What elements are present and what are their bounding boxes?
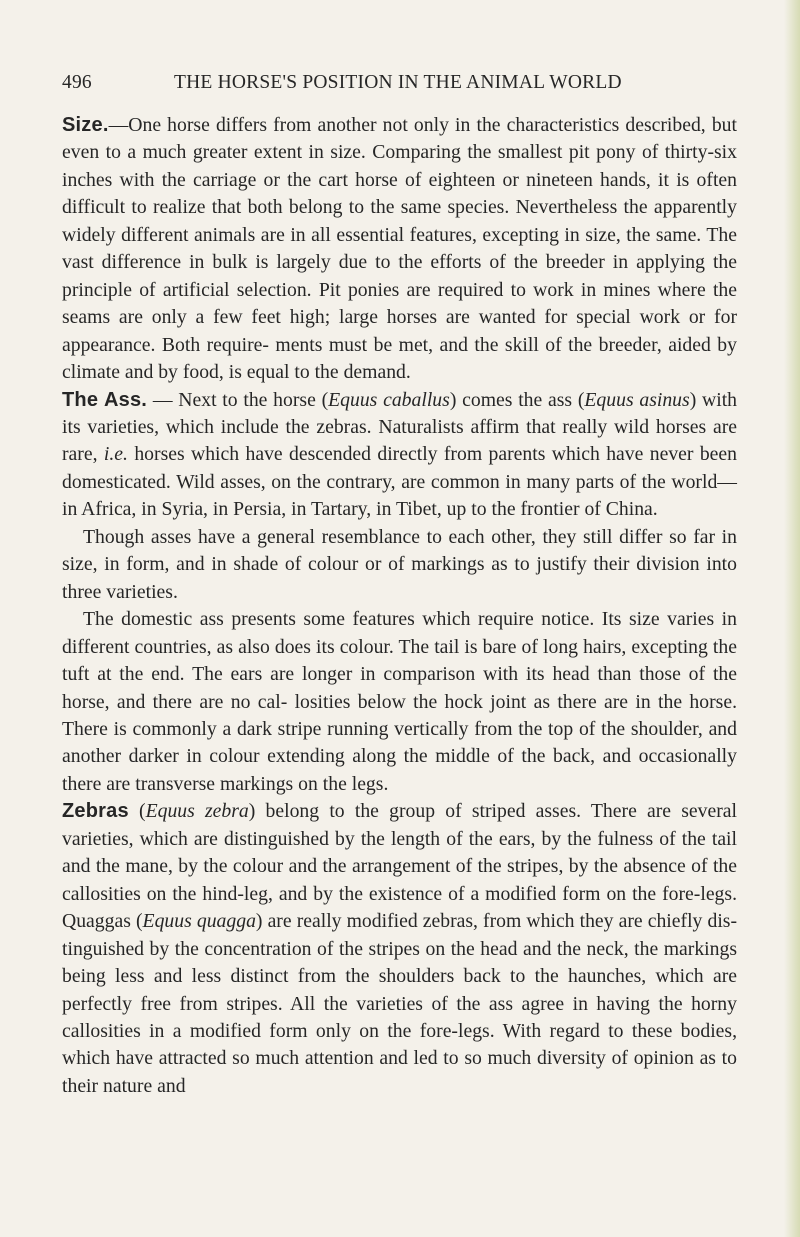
ass-text: ) comes the ass ( <box>449 388 585 411</box>
section-heading-zebras: Zebras <box>62 800 129 823</box>
ass-text: ) with its varieties, which include the zebras. Naturalists affirm that really wild horses are rare, <box>62 388 738 466</box>
section-heading-size: Size. <box>62 114 109 136</box>
paragraph-ass-varieties: Though asses have a general resemblance to each other, they still differ so far in size, in form, and in shade of colour or of markings as to justify their division into three varieties. <box>62 525 737 603</box>
running-title: THE HORSE'S POSITION IN THE ANIMAL WORLD <box>174 72 622 93</box>
ass-text: — Next to the horse ( <box>147 388 329 411</box>
page-body <box>62 112 737 1100</box>
page-edge-shadow <box>784 0 800 1237</box>
zebra-text: ( <box>128 800 146 823</box>
zebra-text: ) belong to the group of striped asses. There are several varieties, which are distinguished by the length of the ears, by the fulness of the tail and the mane, by the colour and the arrangement of the stripes, by the absence of the callosities on the hind-leg, and by the existence of a modified form on the fore-legs. Quaggas ( <box>62 800 738 933</box>
paragraph-zebras <box>62 798 737 1100</box>
latin-name: Equus caballus <box>328 388 450 411</box>
section-heading-ass: The Ass. <box>62 388 148 411</box>
latin-name: Equus quagga <box>142 910 256 933</box>
paragraph-domestic-ass: The domestic ass presents some features which require notice. Its size varies in different countries, as also does its colour. The tail is bare of long hairs, excepting the tuft at the end. The ears are longer in comparison with its head than those of the horse, and there are no cal- losities below the hock joint as there are in the horse. There is commonly a dark stripe running vertically from the top of the shoulder, and another darker in colour extending along the middle of the back, and occasionally there are transverse markings on the legs. <box>62 608 737 795</box>
abbreviation: i.e. <box>103 443 128 466</box>
size-text: —One horse differs from another not only in the characteristics described, but even to a much greater extent in size. Comparing the smallest pit pony of thirty-six inches with the carriage or the cart horse of eighteen or nineteen hands, it is often difficult to realize that both belong to the same species. Nevertheless the apparently widely different animals are in all essential features, excepting in size, the same. The vast difference in bulk is largely due to the efforts of the breeder in applying the principle of artificial selection. Pit ponies are required to work in mines where the seams are only a few feet high; large horses are wanted for special work or for appearance. Both require- ments must be met, and the skill of the breeder, aided by climate and by food, is equal to the demand. <box>62 114 737 384</box>
latin-name: Equus asinus <box>584 388 690 411</box>
zebra-text: ) are really modified zebras, from which they are chiefly dis- tinguished by the concentration of the stripes on the head and the neck, the markings being less and less distinct from the shoulders back to the haunches, which are perfectly free from stripes. All the varieties of the ass agree in having the horny callosities in a modified form only on the fore-legs. With regard to these bodies, which have attracted so much attention and led to so much diversity of opinion as to their nature and <box>62 910 738 1097</box>
paragraph-size <box>62 112 737 387</box>
page-number: 496 <box>62 72 92 93</box>
paragraph-ass <box>62 387 737 524</box>
ass-text: horses which have descended directly from parents which have never been domesticated. Wild asses, on the contrary, are common in many parts of the world—in Africa, in Syria, in Persia, in Tartary, in Tibet, up to the frontier of China. <box>62 443 738 521</box>
latin-name: Equus zebra <box>145 800 249 823</box>
